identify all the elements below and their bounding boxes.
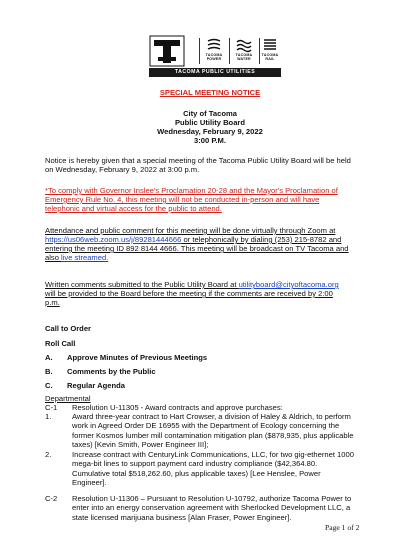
header-city: City of Tacoma bbox=[183, 109, 237, 118]
intro-line: Notice is hereby given that a special meeting of the Tacoma Public Utility Board will be held bbox=[45, 156, 351, 165]
covid-notice-line: telephonic and virtual access for the public to attend. bbox=[45, 204, 222, 213]
item-line: Engineer]. bbox=[72, 478, 107, 488]
agenda-item-a bbox=[45, 353, 207, 362]
attendance-line: entering the meeting ID 892 8144 4666. This meeting will be broadcast on TV Tacoma and bbox=[45, 244, 349, 253]
power-lines-icon bbox=[206, 37, 222, 53]
logo-cell-label: TACOMA WATER bbox=[235, 53, 253, 61]
written-comments-line: p.m. bbox=[45, 298, 60, 307]
departmental-heading: Departmental bbox=[45, 394, 91, 403]
agenda-letter: A. bbox=[45, 353, 53, 362]
agenda-letter: B. bbox=[45, 367, 53, 376]
roll-call: Roll Call bbox=[45, 339, 76, 348]
live-stream-link[interactable]: live streamed. bbox=[61, 253, 109, 262]
item-line: Award three-year contract to Hart Crowser, a division of Haley & Aldrich, to perform bbox=[72, 412, 351, 421]
attendance-text: also bbox=[45, 253, 62, 262]
resolution-number: C-2 bbox=[45, 494, 58, 503]
tacoma-public-utilities-logo bbox=[149, 35, 281, 77]
item-text bbox=[72, 412, 375, 450]
agenda-label: Comments by the Public bbox=[67, 367, 156, 376]
item-text bbox=[72, 450, 375, 488]
header-time: 3:00 P.M. bbox=[194, 136, 226, 145]
logo-bar-text: TACOMA PUBLIC UTILITIES bbox=[149, 68, 281, 77]
agenda-item-b bbox=[45, 367, 156, 376]
water-cell bbox=[229, 37, 259, 65]
power-cell bbox=[199, 37, 229, 65]
zoom-link[interactable]: https://us06web.zoom.us/j/89281444666 bbox=[45, 235, 182, 244]
item-line: state licensed marijuana business [Alan Fraser, Power Engineer]. bbox=[72, 512, 292, 522]
attendance-line: Attendance and public comment for this meeting will be done virtually through Zoom at bbox=[45, 226, 336, 235]
logo-top-panel bbox=[149, 35, 281, 67]
agenda-letter: C. bbox=[45, 381, 53, 390]
covid-notice-line: *To comply with Governor Inslee's Proclamation 20-28 and the Mayor's Proclamation of bbox=[45, 186, 338, 195]
item-line: former Kosmos lumber mill contamination mitigation plan ($878,935, plus applicable bbox=[72, 430, 354, 440]
item-number: 2. bbox=[45, 450, 52, 459]
written-comments-line bbox=[45, 280, 375, 289]
logo-cell-label: TACOMA POWER bbox=[205, 53, 223, 61]
header-date: Wednesday, February 9, 2022 bbox=[157, 127, 263, 136]
attendance-line bbox=[45, 235, 375, 244]
intro-line: on Wednesday, February 9, 2022 at 3:00 p.m. bbox=[45, 165, 200, 174]
item-line: mega-bit lines to support payment card industry compliance ($42,364.80. bbox=[72, 459, 318, 469]
resolution-text bbox=[72, 494, 375, 522]
item-line: Increase contract with CenturyLink Communications, LLC, for two gig-ethernet 1000 bbox=[72, 450, 354, 459]
attendance-line bbox=[45, 253, 375, 262]
agenda-label: Approve Minutes of Previous Meetings bbox=[67, 353, 208, 362]
water-waves-icon bbox=[236, 37, 252, 53]
rail-cell bbox=[259, 37, 281, 65]
page-number: Page 1 of 2 bbox=[325, 523, 360, 532]
tacoma-t-icon bbox=[149, 35, 185, 67]
item-number: 1. bbox=[45, 412, 52, 421]
resolution-number: C-1 bbox=[45, 403, 58, 412]
item-line: Resolution U-11306 – Pursuant to Resolution U-10792, authorize Tacoma Power to bbox=[72, 494, 352, 503]
attendance-text: or telephonically by dialing (253) 215-8782 and bbox=[181, 235, 342, 244]
written-text: Written comments submitted to the Public Utility Board at bbox=[45, 280, 239, 289]
item-line: work in Agreed Order DE 16955 with the Department of Ecology concerning the bbox=[72, 421, 340, 431]
notice-title: SPECIAL MEETING NOTICE bbox=[159, 88, 261, 97]
resolution-text: Resolution U-11305 - Award contracts and approve purchases: bbox=[72, 403, 283, 412]
logo-cell-label: TACOMA RAIL bbox=[261, 53, 279, 61]
item-line: taxes) [Kevin Smith, Power Engineer III]; bbox=[72, 440, 209, 450]
agenda-label: Regular Agenda bbox=[67, 381, 125, 390]
covid-notice-line: Emergency Rule No. 4, this meeting will not be conducted in-person and will have bbox=[45, 195, 320, 204]
item-line: Cumulative total $518,262.60, plus applicable taxes) [Lee Henslee, Power bbox=[72, 468, 321, 478]
item-line: enter into an energy conservation agreement with Sherlocked Development LLC, a bbox=[72, 503, 351, 513]
call-to-order: Call to Order bbox=[45, 324, 91, 333]
written-comments-line: will be provided to the Board before the meeting if the comments are received by 2:00 bbox=[45, 289, 333, 298]
agenda-item-c bbox=[45, 381, 125, 390]
rail-tracks-icon bbox=[262, 37, 278, 53]
header-board: Public Utility Board bbox=[174, 118, 246, 127]
utility-board-email-link[interactable]: utilityboard@cityoftacoma.org bbox=[238, 280, 339, 289]
